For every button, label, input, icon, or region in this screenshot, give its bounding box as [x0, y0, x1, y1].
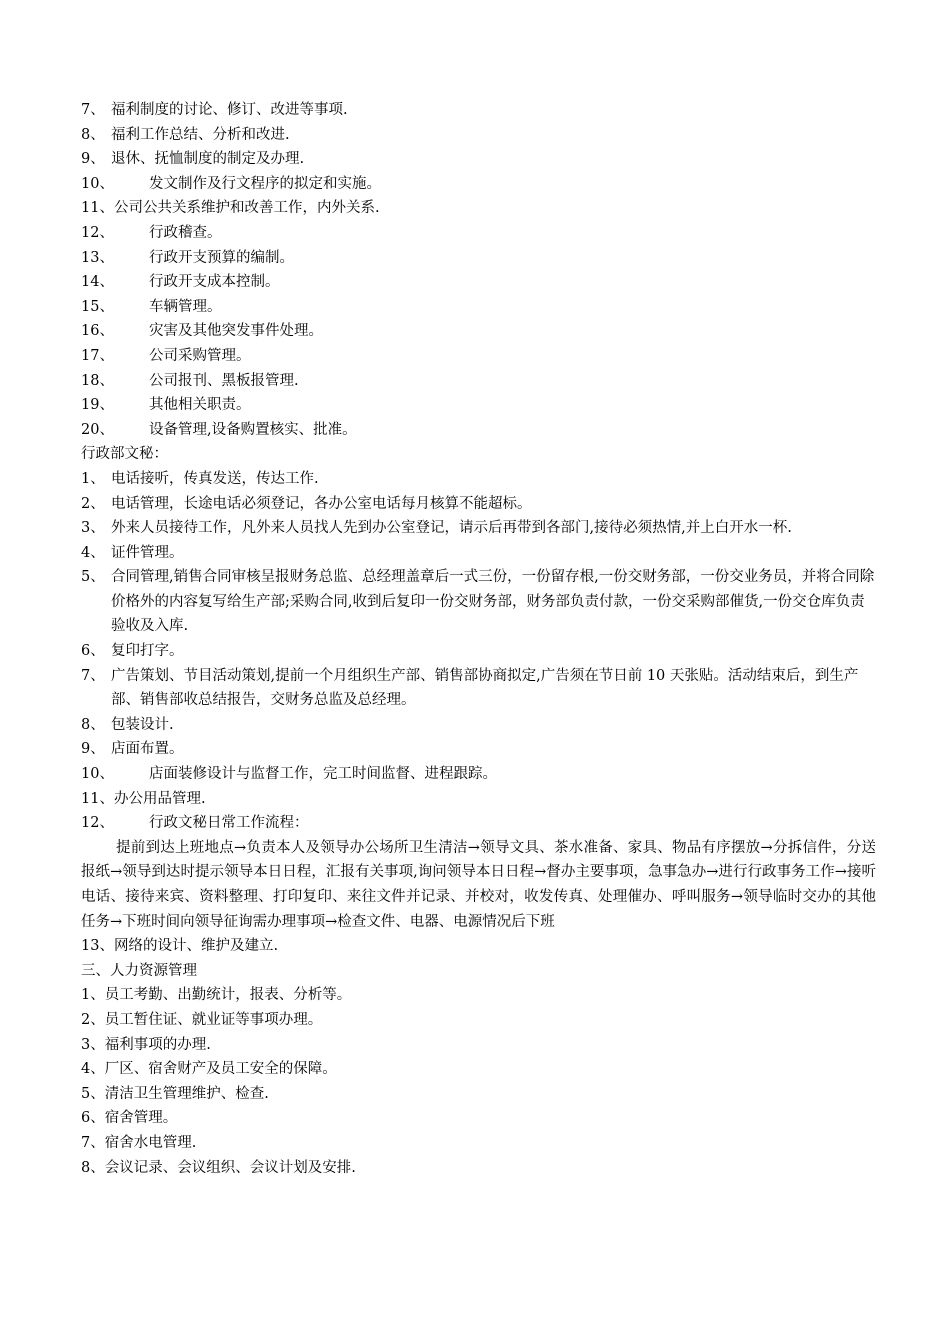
list-item-text: 店面布置。: [111, 741, 184, 758]
list-item-text: 退休、抚恤制度的制定及办理.: [111, 151, 305, 168]
list-item-number: 8、: [81, 1159, 105, 1176]
list-item-text: 合同管理,销售合同审核呈报财务总监、总经理盖章后一式三份，一份留存根,一份交财务部，一份交业务员，并将合同除价格外的内容复写给生产部;采购合同,收到后复印一份交财务部，财务部负责付款，一份交采购部催货,一份交仓库负责验收及入库.: [111, 569, 875, 635]
list-item-text: 行政开支成本控制。: [149, 274, 280, 291]
list-item-text: 发文制作及行文程序的拟定和实施。: [149, 175, 381, 192]
list-item-number: 4、: [81, 544, 105, 561]
list-item: [81, 1082, 876, 1107]
list-item-number: 19、: [81, 397, 114, 414]
list-item-number: 7、: [81, 667, 105, 684]
list-item-text: 办公用品管理.: [113, 790, 206, 807]
list-item-number: 11、: [81, 200, 114, 217]
list-item-text: 电话管理，长途电话必须登记，各办公室电话每月核算不能超标。: [111, 495, 532, 512]
list-item: [81, 639, 876, 664]
list-item: [81, 541, 876, 566]
list-item-number: 6、: [81, 643, 105, 660]
list-item: [81, 1033, 876, 1058]
list-item-number: 5、: [81, 1085, 105, 1102]
list-item-text: 福利事项的办理.: [104, 1036, 211, 1053]
list-item: [81, 369, 876, 394]
list-item-number: 3、: [81, 520, 105, 537]
list-item-text: 行政稽查。: [149, 224, 222, 241]
list-item: [81, 393, 876, 418]
list-item-text: 公司公共关系维护和改善工作，内外关系.: [113, 200, 380, 217]
list-item-text: 设备管理,设备购置核实、批准。: [149, 421, 357, 438]
list-item-text: 福利制度的讨论、修订、改进等事项.: [111, 102, 348, 118]
list-item-number: 2、: [81, 495, 105, 512]
list-item-number: 11、: [81, 790, 114, 807]
list-item-text: 车辆管理。: [149, 298, 222, 315]
list-item-number: 10、: [81, 766, 114, 783]
list-item: [81, 762, 876, 787]
list-item: [81, 1008, 876, 1033]
list-item-number: 6、: [81, 1110, 105, 1127]
list-item: [81, 172, 876, 197]
list-item: [81, 934, 876, 959]
list-item-text: 宿舍管理。: [104, 1110, 178, 1127]
list-item-text: 证件管理。: [111, 544, 184, 561]
secretary-heading: 行政部文秘：: [81, 446, 168, 463]
list-item-number: 7、: [81, 1134, 105, 1151]
list-item-number: 9、: [81, 151, 105, 168]
list-item-text: 行政开支预算的编制。: [149, 249, 294, 266]
list-item-number: 18、: [81, 372, 114, 389]
list-item: [81, 344, 876, 369]
list-item-number: 10、: [81, 175, 114, 192]
list-item-text: 店面装修设计与监督工作，完工时间监督、进程跟踪。: [149, 766, 497, 783]
list-item-number: 5、: [81, 569, 105, 586]
list-item: [81, 1106, 876, 1131]
list-item: [81, 787, 876, 812]
list-item-text: 会议记录、会议组织、会议计划及安排.: [104, 1159, 356, 1176]
list-item-number: 3、: [81, 1036, 105, 1053]
list-item: [81, 713, 876, 738]
list-item-number: 17、: [81, 347, 114, 364]
list-item-text: 员工考勤、出勤统计，报表、分析等。: [104, 987, 352, 1004]
list-item-text: 其他相关职责。: [149, 397, 251, 414]
list-item-text: 包装设计.: [111, 716, 174, 733]
list-item-text: 员工暂住证、就业证等事项办理。: [104, 1011, 323, 1028]
list-item: [81, 418, 876, 443]
list-item-text: 电话接听，传真发送，传达工作.: [111, 470, 319, 487]
list-item-number: 13、: [81, 938, 114, 955]
list-item-number: 9、: [81, 741, 105, 758]
list-item-number: 13、: [81, 249, 114, 266]
list-item: [81, 319, 876, 344]
list-item-number: 7、: [81, 102, 105, 118]
list-item-text: 宿舍水电管理.: [104, 1134, 197, 1151]
list-item-text: 灾害及其他突发事件处理。: [149, 323, 323, 340]
list-item-number: 4、: [81, 1061, 105, 1078]
list-item-text: 外来人员接待工作，凡外来人员找人先到办公室登记，请示后再带到各部门,接待必须热情,并上白开水一杯.: [111, 520, 792, 537]
list-item: [81, 1057, 876, 1082]
document-body: [81, 98, 876, 1180]
list-item: [81, 516, 876, 541]
secretary-duties-list: [81, 467, 876, 836]
list-item: [81, 467, 876, 492]
list-item: [81, 221, 876, 246]
list-item-number: 15、: [81, 298, 114, 315]
list-item: [81, 295, 876, 320]
list-item-number: 12、: [81, 815, 114, 832]
list-item-number: 20、: [81, 421, 114, 438]
list-item-number: 8、: [81, 126, 105, 143]
list-item: [81, 983, 876, 1008]
hr-heading: 三、人力资源管理: [81, 962, 197, 979]
list-item-text: 公司采购管理。: [149, 347, 251, 364]
list-item-text: 网络的设计、维护及建立.: [113, 938, 279, 955]
list-item: [81, 196, 876, 221]
list-item-number: 16、: [81, 323, 114, 340]
list-item: [81, 565, 876, 639]
hr-duties-list: [81, 983, 876, 1180]
list-item-text: 行政文秘日常工作流程：: [149, 815, 309, 832]
list-item-text: 清洁卫生管理维护、检查.: [104, 1085, 269, 1102]
list-item-text: 广告策划、节目活动策划,提前一个月组织生产部、销售部协商拟定,广告须在节日前 10 天张贴。活动结束后，到生产部、销售部收总结报告，交财务总监及总经理。: [111, 667, 859, 709]
list-item: [81, 123, 876, 148]
list-item: [81, 737, 876, 762]
list-item-number: 12、: [81, 224, 114, 241]
list-item: [81, 1156, 876, 1181]
list-item-number: 1、: [81, 470, 105, 487]
workflow-paragraph: 提前到达上班地点→负责本人及领导办公场所卫生清洁→领导文具、茶水准备、家具、物品有序摆放→分拆信件，分送报纸→领导到达时提示领导本日日程，汇报有关事项,询问领导本日日程→督办主要事项，急事急办→进行行政事务工作→接听电话、接待来宾、资料整理、打印复印、来往文件并记录、并校对，收发传真、处理催办、呼叫服务→领导临时交办的其他任务→下班时间向领导征询需办理事项→检查文件、电器、电源情况后下班: [81, 839, 876, 930]
list-item: [81, 492, 876, 517]
list-item: [81, 246, 876, 271]
list-item-text: 厂区、宿舍财产及员工安全的保障。: [104, 1061, 337, 1078]
list-item-text: 复印打字。: [111, 643, 184, 660]
list-item-text: 公司报刊、黑板报管理.: [149, 372, 299, 389]
list-item: [81, 811, 876, 836]
admin-duties-list: [81, 98, 876, 442]
list-item: [81, 147, 876, 172]
list-item: [81, 270, 876, 295]
list-item-text: 福利工作总结、分析和改进.: [111, 126, 290, 143]
list-item-number: 1、: [81, 987, 105, 1004]
list-item-number: 8、: [81, 716, 105, 733]
list-item: [81, 1131, 876, 1156]
list-item-number: 2、: [81, 1011, 105, 1028]
list-item: [81, 98, 876, 123]
list-item-number: 14、: [81, 274, 114, 291]
list-item: [81, 664, 876, 713]
